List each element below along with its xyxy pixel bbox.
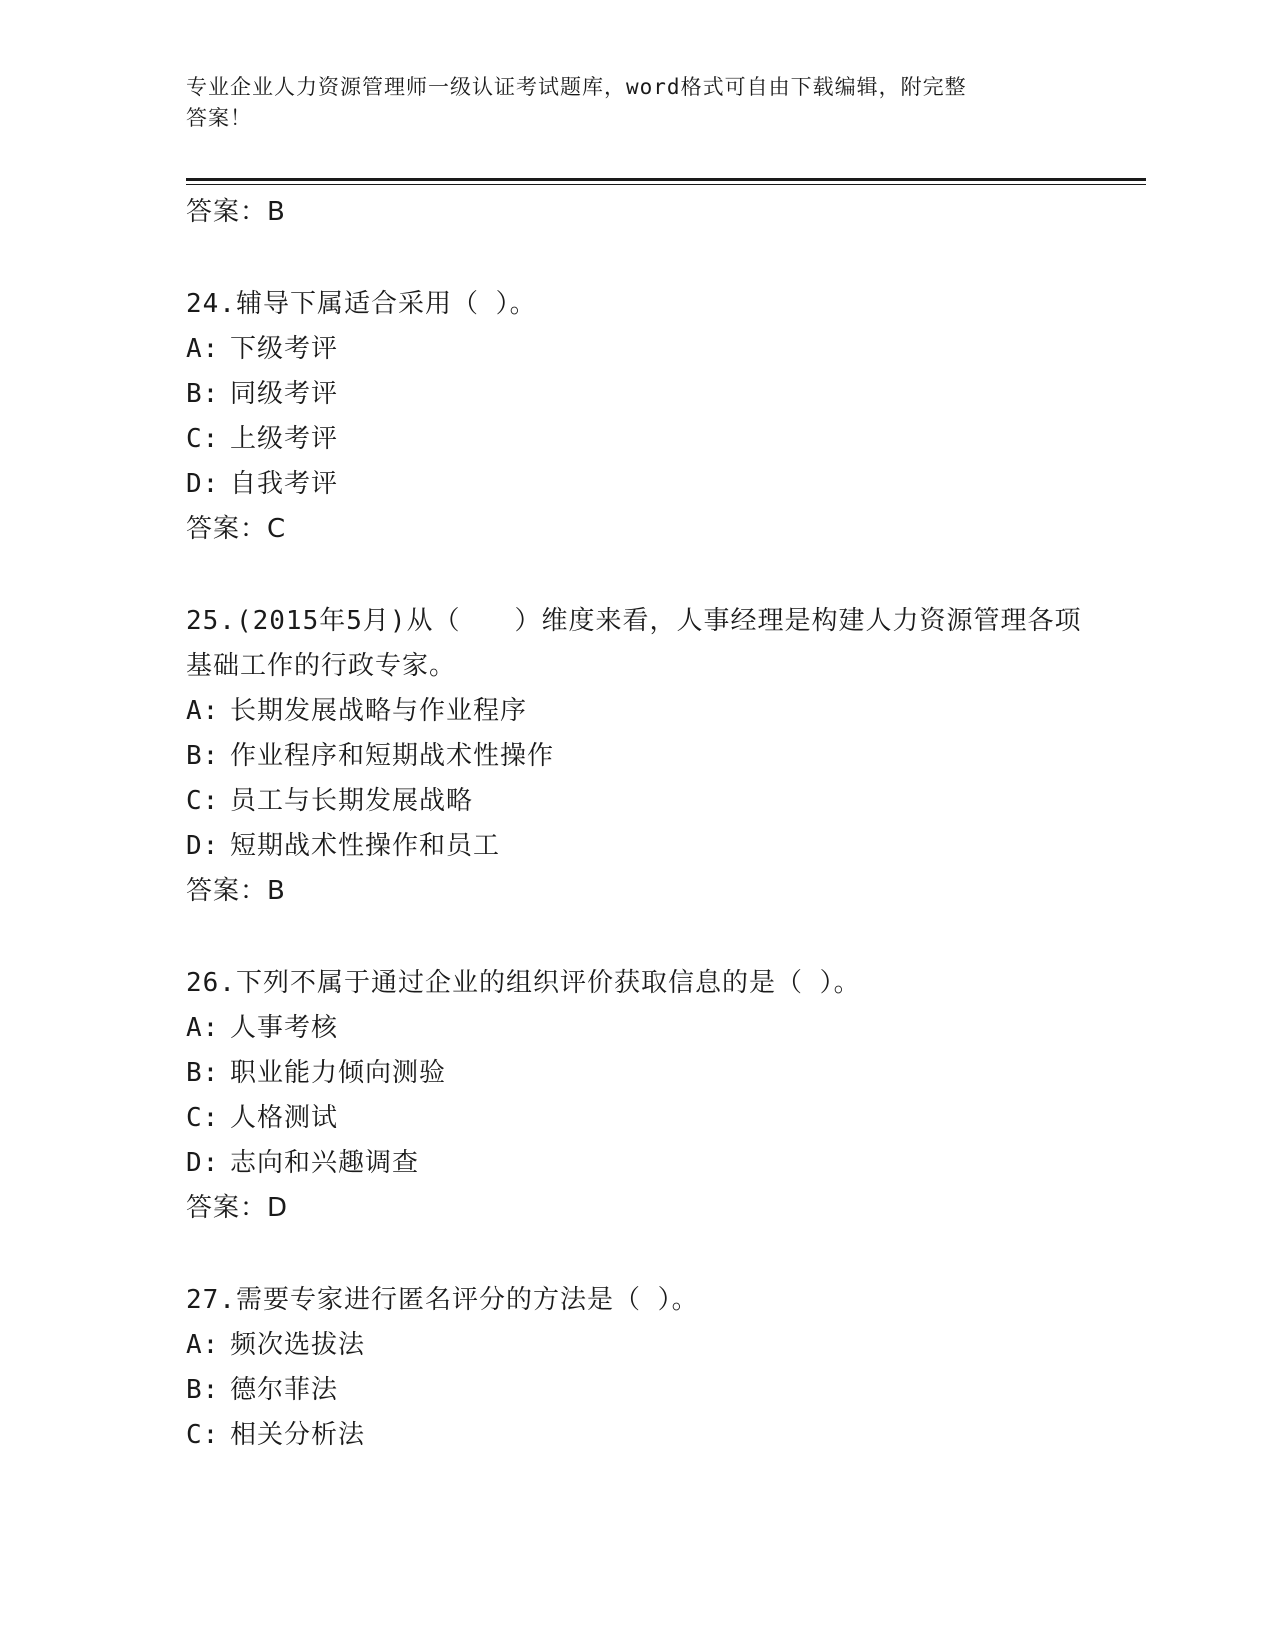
option-b	[186, 372, 1086, 417]
option-c	[186, 1413, 1086, 1458]
header-divider-thick	[186, 178, 1146, 181]
option-letter: C:	[186, 424, 220, 454]
option-letter: C:	[186, 786, 220, 816]
option-b	[186, 734, 1086, 779]
question-24	[186, 282, 1086, 552]
spacer	[186, 914, 1086, 961]
option-letter: B:	[186, 1375, 220, 1405]
option-letter: B:	[186, 741, 220, 771]
spacer	[186, 552, 1086, 599]
question-27	[186, 1278, 1086, 1458]
option-text: 人格测试	[230, 1103, 339, 1133]
answer-line: 答案：D	[186, 1193, 289, 1223]
option-letter: B:	[186, 1058, 220, 1088]
option-text: 员工与长期发展战略	[230, 786, 474, 816]
option-text: 频次选拔法	[230, 1330, 366, 1360]
question-list	[186, 190, 1086, 1458]
option-text: 同级考评	[230, 379, 339, 409]
option-letter: D:	[186, 1148, 220, 1178]
previous-answer: 答案：B	[186, 197, 286, 227]
option-letter: C:	[186, 1103, 220, 1133]
option-text: 志向和兴趣调查	[230, 1148, 420, 1178]
header-line-2: 答案！	[186, 106, 252, 130]
option-d	[186, 1141, 1086, 1186]
question-stem: 27.需要专家进行匿名评分的方法是（ ）。	[186, 1285, 699, 1315]
option-text: 上级考评	[230, 424, 339, 454]
option-b	[186, 1368, 1086, 1413]
option-text: 长期发展战略与作业程序	[230, 696, 528, 726]
option-a	[186, 327, 1086, 372]
option-text: 德尔菲法	[230, 1375, 339, 1405]
spacer	[186, 235, 1086, 282]
spacer	[186, 1231, 1086, 1278]
document-header	[186, 72, 1086, 134]
option-b	[186, 1051, 1086, 1096]
answer-line: 答案：C	[186, 514, 287, 544]
answer-line: 答案：B	[186, 876, 286, 906]
question-26	[186, 961, 1086, 1231]
option-c	[186, 417, 1086, 462]
option-text: 下级考评	[230, 334, 339, 364]
question-stem: 26.下列不属于通过企业的组织评价获取信息的是（ ）。	[186, 968, 861, 998]
option-letter: D:	[186, 469, 220, 499]
option-a	[186, 1323, 1086, 1368]
option-c	[186, 1096, 1086, 1141]
header-divider-thin	[186, 184, 1146, 185]
option-a	[186, 1006, 1086, 1051]
option-text: 作业程序和短期战术性操作	[230, 741, 555, 771]
option-letter: A:	[186, 1330, 220, 1360]
option-text: 相关分析法	[230, 1420, 366, 1450]
option-a	[186, 689, 1086, 734]
option-letter: D:	[186, 831, 220, 861]
question-stem: 24.辅导下属适合采用（ ）。	[186, 289, 537, 319]
option-letter: B:	[186, 379, 220, 409]
option-text: 人事考核	[230, 1013, 339, 1043]
option-letter: A:	[186, 1013, 220, 1043]
option-letter: A:	[186, 696, 220, 726]
question-stem: 25.(2015年5月)从（ ）维度来看，人事经理是构建人力资源管理各项基础工作的行政专家。	[186, 606, 1082, 681]
option-c	[186, 779, 1086, 824]
option-letter: C:	[186, 1420, 220, 1450]
header-line-1: 专业企业人力资源管理师一级认证考试题库，word格式可自由下载编辑，附完整	[186, 75, 967, 99]
option-d	[186, 824, 1086, 869]
question-25	[186, 599, 1086, 914]
option-text: 短期战术性操作和员工	[230, 831, 501, 861]
option-d	[186, 462, 1086, 507]
option-text: 自我考评	[230, 469, 339, 499]
option-letter: A:	[186, 334, 220, 364]
option-text: 职业能力倾向测验	[230, 1058, 447, 1088]
